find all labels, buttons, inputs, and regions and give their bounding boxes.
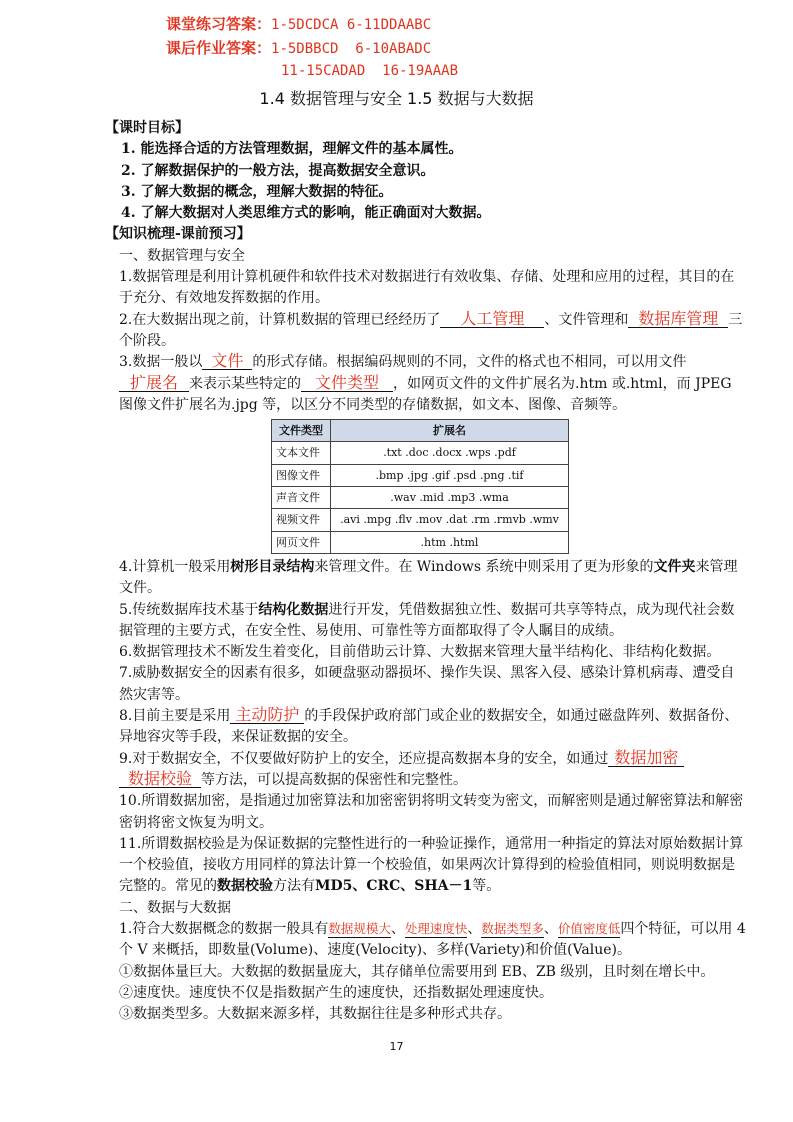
table-cell: .bmp .jpg .gif .psd .png .tif — [331, 464, 569, 486]
paragraph: 1.符合大数据概念的数据一般具有数据规模大、处理速度快、数据类型多、价值密度低四个特征，可以用 4 个 V 来概括，即数量(Volume)、速度(Velocity)、多样(Variety)和价值(Value)。 — [119, 920, 746, 959]
goal-item: 3. 了解大数据的概念，理解大数据的特征。 — [121, 183, 393, 200]
table-cell: .avi .mpg .flv .mov .dat .rm .rmvb .wmv — [331, 509, 569, 531]
table-row — [272, 487, 569, 509]
goal-item: 1. 能选择合适的方法管理数据，理解文件的基本属性。 — [121, 141, 463, 158]
section-heading: 二、数据与大数据 — [119, 899, 231, 916]
paragraph: 10.所谓数据加密，是指通过加密算法和加密密钥将明文转变为密文，而解密则是通过解密算法和解密密钥将密文恢复为明文。 — [119, 793, 744, 831]
answer-value: 1-5DBBCD 6-10ABADC — [271, 41, 432, 57]
paragraph: 9.对于数据安全，不仅要做好防护上的安全，还应提高数据本身的安全，如通过 数据加密数据校验 等方法，可以提高数据的保密性和完整性。 — [105, 749, 747, 792]
paragraph: ③数据类型多。大数据来源多样，其数据往往是多种形式共存。 — [119, 1006, 511, 1023]
answer-blank: 文件类型 — [301, 374, 393, 392]
column-header: 文件类型 — [272, 420, 331, 442]
table-cell: 声音文件 — [272, 487, 331, 509]
answer-value: 11-15CADAD 16-19AAAB — [281, 63, 459, 79]
answer-line-3 — [281, 62, 458, 80]
answer-blank: 数据加密 — [608, 749, 684, 767]
table-cell: .wav .mid .mp3 .wma — [331, 487, 569, 509]
answer-blank: 扩展名 — [119, 374, 189, 392]
paragraph: 8.目前主要是采用 主动防护 的手段保护政府部门或企业的数据安全，如通过磁盘阵列、数据备份、异地容灾等手段，来保证数据的安全。 — [119, 705, 739, 746]
answer-value: 1-5DCDCA 6-11DDAABC — [271, 17, 432, 33]
answer-line-2 — [166, 39, 431, 58]
answer-blank: 数据库管理 — [628, 310, 728, 328]
section-heading: 一、数据管理与安全 — [119, 247, 245, 264]
answer-blank: 文件 — [202, 352, 252, 370]
table-cell: .htm .html — [331, 531, 569, 553]
answer-blank: 处理速度快 — [404, 920, 468, 936]
answer-blank: 价值密度低 — [557, 920, 621, 936]
table-cell: 视频文件 — [272, 509, 331, 531]
page-number: 17 — [389, 1040, 404, 1053]
answer-line-1 — [166, 15, 431, 34]
paragraph: 2.在大数据出现之前，计算机数据的管理已经经历了 人工管理 、文件管理和 数据库管理 三个阶段。 — [119, 308, 743, 349]
knowledge-heading: 【知识梳理-课前预习】 — [105, 226, 251, 243]
paragraph: 4.计算机一般采用树形目录结构来管理文件。在 Windows 系统中则采用了更为形象的文件夹来管理文件。 — [119, 558, 738, 597]
paragraph: ①数据体量巨大。大数据的数据量庞大，其存储单位需要用到 EB、ZB 级别，且时刻在增长中。 — [119, 963, 715, 980]
goal-item: 2. 了解数据保护的一般方法，提高数据安全意识。 — [121, 162, 435, 179]
answer-blank: 人工管理 — [440, 310, 544, 328]
paragraph: 11.所谓数据校验是为保证数据的完整性进行的一种验证操作，通常用一种指定的算法对原始数据计算一个校验值，接收方用同样的算法计算一个校验值，如果两次计算得到的检验值相同，则说明数据是完整的。常见的数据校验方法有MD5、CRC、SHA－1等。 — [119, 835, 744, 895]
table-cell: .txt .doc .docx .wps .pdf — [331, 442, 569, 464]
page-title: 1.4 数据管理与安全 1.5 数据与大数据 — [259, 89, 534, 108]
answer-label: 课堂练习答案： — [166, 15, 272, 33]
file-type-table — [271, 419, 569, 554]
answer-blank: 数据校验 — [119, 770, 201, 788]
table-cell: 文本文件 — [272, 442, 331, 464]
paragraph: 5.传统数据库技术基于结构化数据进行开发，凭借数据独立性、数据可共享等特点，成为现代社会数据管理的主要方式，在安全性、易使用、可靠性等方面都取得了令人瞩目的成绩。 — [119, 601, 735, 639]
paragraph: ②速度快。速度快不仅是指数据产生的速度快，还指数据处理速度快。 — [119, 984, 553, 1001]
answer-blank: 数据规模大 — [328, 920, 391, 936]
table-header-row — [272, 420, 569, 442]
table-cell: 网页文件 — [272, 531, 331, 553]
answer-blank: 数据类型多 — [481, 920, 544, 936]
table-cell: 图像文件 — [272, 464, 331, 486]
paragraph: 1.数据管理是利用计算机硬件和软件技术对数据进行有效收集、存储、处理和应用的过程，其目的在于充分、有效地发挥数据的作用。 — [119, 269, 735, 307]
paragraph: 6.数据管理技术不断发生着变化，目前借助云计算、大数据来管理大量半结构化、非结构化数据。 — [119, 644, 721, 661]
table-row — [272, 509, 569, 531]
goal-item: 4. 了解大数据对人类思维方式的影响，能正确面对大数据。 — [121, 205, 491, 222]
document-body — [105, 118, 747, 1025]
paragraph: 3.数据一般以 文件 的形式存储。根据编码规则的不同，文件的格式也不相同，可以用文件扩展名 来表示某些特定的 文件类型 ，如网页文件的文件扩展名为.htm 或.html，而 JPEG 图像文件扩展名为.jpg 等，以区分不同类型的存储数据，如文本、图像、音频等。 — [119, 351, 732, 413]
table-row — [272, 442, 569, 464]
column-header: 扩展名 — [331, 420, 569, 442]
goals-heading: 【课时目标】 — [105, 120, 189, 136]
table-row — [272, 531, 569, 553]
answer-label: 课后作业答案： — [166, 39, 272, 57]
paragraph: 7.威胁数据安全的因素有很多，如硬盘驱动器损坏、操作失误、黑客入侵、感染计算机病毒、遭受自然灾害等。 — [119, 665, 735, 703]
table-row — [272, 464, 569, 486]
answer-blank: 主动防护 — [230, 706, 304, 724]
